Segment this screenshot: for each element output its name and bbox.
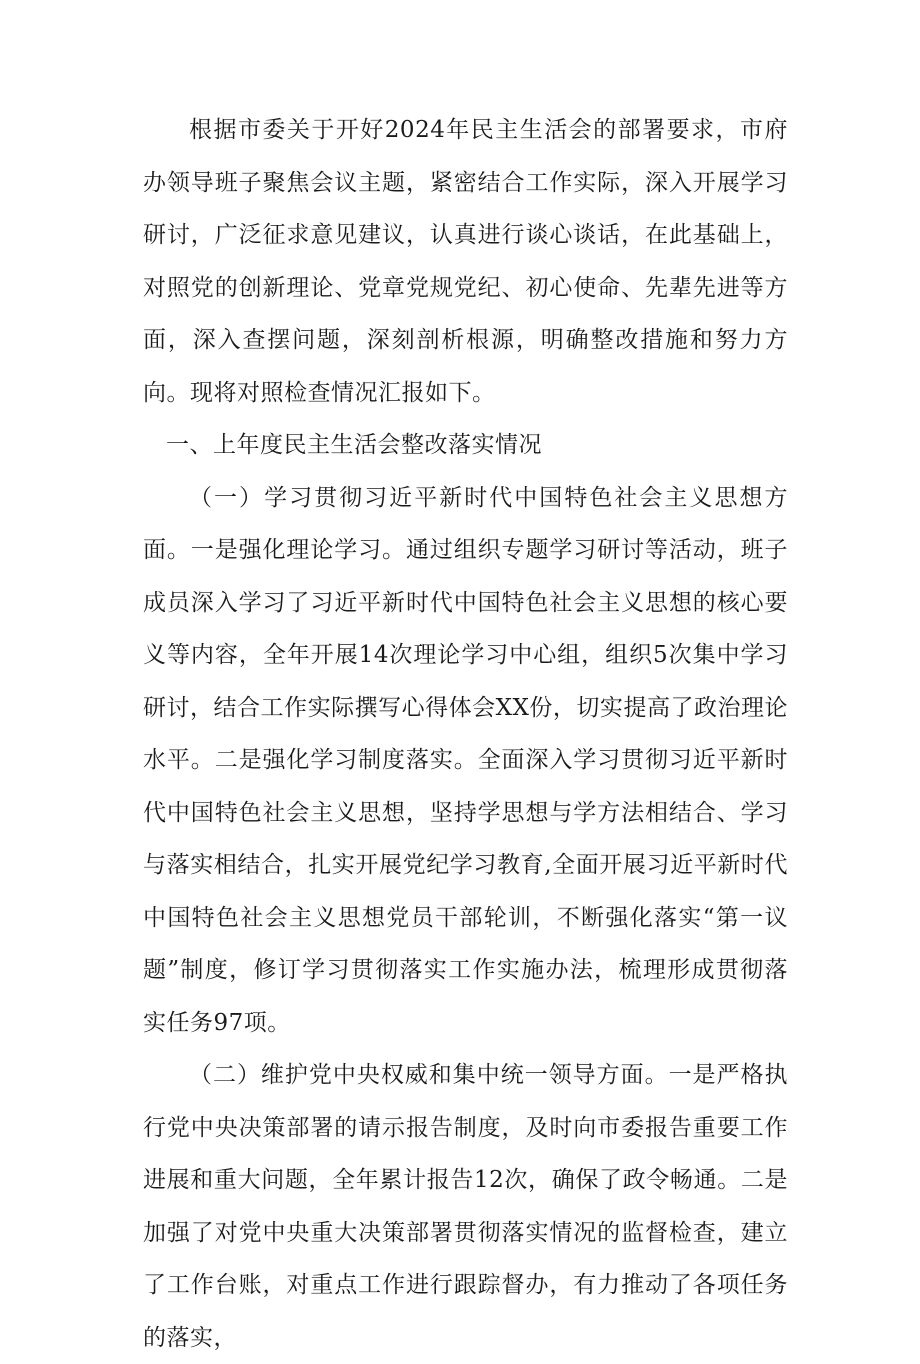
document-body bbox=[143, 104, 788, 1364]
subsection-paragraph-2: （二）维护党中央权威和集中统一领导方面。一是严格执行党中央决策部署的请示报告制度，及时向市委报告重要工作进展和重大问题，全年累计报告12次，确保了政令畅通。二是加强了对党中央重大决策部署贯彻落实情况的监督检查，建立了工作台账，对重点工作进行跟踪督办，有力推动了各项任务的落实， bbox=[143, 1062, 788, 1351]
section-heading-1: 一、上年度民主生活会整改落实情况 bbox=[166, 432, 542, 458]
intro-paragraph: 根据市委关于开好2024年民主生活会的部署要求，市府办领导班子聚焦会议主题，紧密结合工作实际，深入开展学习研讨，广泛征求意见建议，认真进行谈心谈话，在此基础上，对照党的创新理论、党章党规党纪、初心使命、先辈先进等方面，深入查摆问题，深刻剖析根源，明确整改措施和努力方向。现将对照检查情况汇报如下。 bbox=[143, 117, 788, 406]
subsection-paragraph-1: （一）学习贯彻习近平新时代中国特色社会主义思想方面。一是强化理论学习。通过组织专题学习研讨等活动，班子成员深入学习了习近平新时代中国特色社会主义思想的核心要义等内容，全年开展14次理论学习中心组，组织5次集中学习研讨，结合工作实际撰写心得体会XX份，切实提高了政治理论水平。二是强化学习制度落实。全面深入学习贯彻习近平新时代中国特色社会主义思想，坚持学思想与学方法相结合、学习与落实相结合，扎实开展党纪学习教育,全面开展习近平新时代中国特色社会主义思想党员干部轮训，不断强化落实“第一议题”制度，修订学习贯彻落实工作实施办法，梳理形成贯彻落实任务97项。 bbox=[143, 484, 788, 1036]
